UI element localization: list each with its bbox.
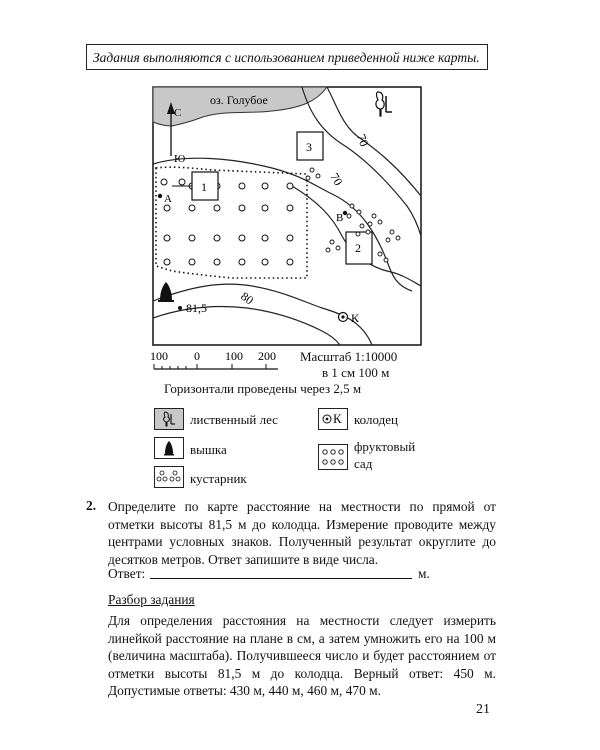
shrub-icon bbox=[155, 467, 183, 487]
legend-shrub-label: кустарник bbox=[190, 471, 247, 486]
contour-label-80: 80 bbox=[238, 288, 257, 308]
height-mark-dot bbox=[178, 306, 182, 310]
legend-tower-label: вышка bbox=[190, 442, 227, 457]
point-a-marker bbox=[158, 194, 162, 198]
task-text: Определите по карте расстояние на местности по прямой от отметки высоты 81,5 м до колодца. Измерение проводите между центрами условных знаков. Полученный результат округлите до десятков метров. Ответ запишите в виде числа. bbox=[108, 499, 496, 567]
point-b-marker bbox=[343, 211, 347, 215]
scale-title: Масштаб 1:10000 bbox=[300, 349, 398, 364]
legend-well-box bbox=[318, 408, 348, 430]
instruction-box bbox=[86, 44, 488, 70]
point-b-label: В bbox=[336, 212, 344, 224]
legend-orchard-label-line2: сад bbox=[354, 456, 373, 471]
well-label: К bbox=[351, 311, 360, 325]
legend-orchard-box bbox=[318, 444, 348, 470]
legend-orchard-label-line1: фруктовый bbox=[354, 439, 416, 454]
legend-shrub-box bbox=[154, 466, 184, 488]
height-mark-label: 81,5 bbox=[186, 301, 207, 315]
lake-label: оз. Голубое bbox=[210, 93, 268, 107]
legend-deciduous-box bbox=[154, 408, 184, 430]
marker-label-2: 2 bbox=[355, 241, 361, 255]
orchard-icon bbox=[319, 445, 347, 469]
legend-deciduous-label: лиственный лес bbox=[190, 412, 278, 427]
well-icon bbox=[339, 313, 348, 322]
contour-label-70-mid: 70 bbox=[327, 170, 346, 188]
scale-tick-label: 100 bbox=[150, 349, 168, 363]
legend-well-label: колодец bbox=[354, 412, 398, 427]
scale-subtitle: в 1 см 100 м bbox=[322, 365, 390, 380]
deciduous-forest-icon bbox=[155, 409, 183, 429]
scale-tick-label: 200 bbox=[258, 349, 276, 363]
solution-text: Для определения расстояния на местности следует измерить линейкой расстояние на плане в см, а затем умножить его на 100 м (величина масштаба). Получившееся число и будет расстоянием от отметки высоты 81,5 м до колодца. Верный ответ: 450 м. Допустимые ответы: 430 м, 440 м, 460 м, 470 м. bbox=[108, 613, 496, 698]
scale-tick-label: 0 bbox=[194, 349, 200, 363]
scale-bar bbox=[150, 349, 290, 379]
page-number: 21 bbox=[476, 702, 490, 717]
legend-tower-box bbox=[154, 437, 184, 459]
answer-field[interactable] bbox=[150, 578, 412, 579]
answer-label: Ответ: bbox=[108, 566, 146, 581]
point-a-label: А bbox=[164, 193, 172, 205]
solution-heading: Разбор задания bbox=[108, 592, 195, 607]
tower-icon bbox=[155, 438, 183, 458]
south-label: Ю bbox=[174, 153, 186, 165]
legend-well-letter: К bbox=[333, 411, 342, 426]
contour-label-70-top: 70 bbox=[354, 132, 372, 149]
task-number: 2. bbox=[86, 498, 97, 513]
contour-interval-note: Горизонтали проведены через 2,5 м bbox=[164, 381, 362, 396]
marker-label-1: 1 bbox=[201, 180, 207, 194]
answer-unit: м. bbox=[418, 566, 430, 581]
topographic-map bbox=[152, 86, 422, 346]
scale-tick-label: 100 bbox=[225, 349, 243, 363]
north-label: С bbox=[174, 107, 182, 119]
marker-label-3: 3 bbox=[306, 140, 312, 154]
instruction-text: Задания выполняются с использованием приведенной ниже карты. bbox=[93, 50, 480, 65]
